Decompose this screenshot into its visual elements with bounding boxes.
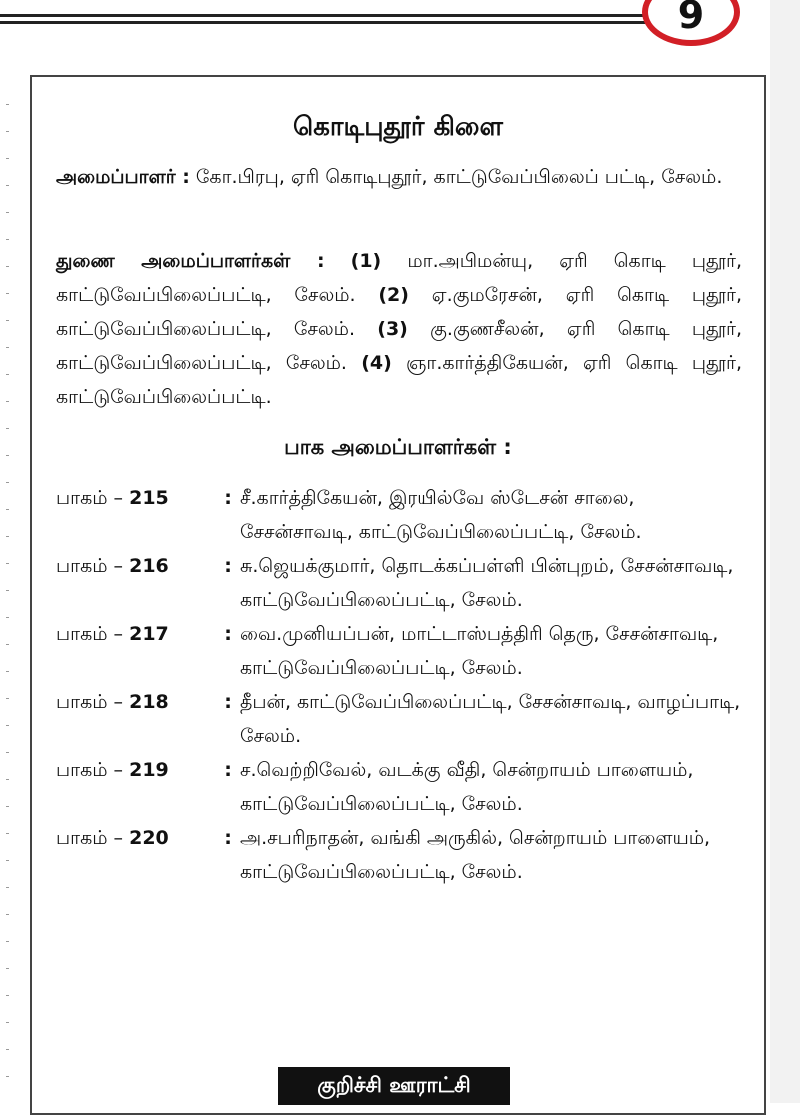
ward-colon: : (224, 555, 232, 577)
organizer-paragraph (56, 160, 742, 194)
ward-number: 216 (129, 555, 169, 577)
ward-label: பாகம் – (56, 623, 130, 645)
ward-colon: : (224, 691, 232, 713)
header-rule-top (0, 14, 648, 17)
organizer-label: அமைப்பாளர் : (56, 166, 190, 188)
ward-organizers-heading: பாக அமைப்பாளர்கள் : (284, 435, 512, 459)
ward-address: அ.சபரிநாதன், வங்கி அருகில், சென்றாயம் பாளையம், காட்டுவேப்பிலைப்பட்டி, சேலம். (240, 827, 711, 883)
ward-entry (56, 821, 746, 889)
ward-colon: : (224, 487, 232, 509)
deputy-number: (2) (378, 284, 409, 306)
ward-address: ச.வெற்றிவேல், வடக்கு வீதி, சென்றாயம் பாளையம், காட்டுவேப்பிலைப்பட்டி, சேலம். (240, 759, 694, 815)
ward-number: 217 (129, 623, 169, 645)
right-margin-strip (770, 0, 800, 1103)
footer-section-banner: குறிச்சி ஊராட்சி (278, 1067, 510, 1105)
ward-entry (56, 753, 746, 821)
deputy-number: (3) (377, 318, 408, 340)
ward-label: பாகம் – (56, 691, 130, 713)
ward-label: பாகம் – (56, 827, 130, 849)
ward-number: 220 (129, 827, 169, 849)
page-number: 9 (677, 0, 705, 37)
ward-entry (56, 685, 746, 753)
section-title: கொடிபுதூர் கிளை (293, 112, 503, 142)
ward-label: பாகம் – (56, 487, 130, 509)
ward-number: 218 (129, 691, 169, 713)
header-rule-bottom (0, 21, 648, 24)
deputy-number: (4) (361, 352, 392, 374)
ward-entry (56, 617, 746, 685)
ward-address: சு.ஜெயக்குமார், தொடக்கப்பள்ளி பின்புறம், சேசன்சாவடி, காட்டுவேப்பிலைப்பட்டி, சேலம். (240, 555, 734, 611)
ward-colon: : (224, 623, 232, 645)
ward-colon: : (224, 759, 232, 781)
deputy-organizers-label: துணை அமைப்பாளர்கள் : (56, 250, 325, 272)
ward-colon: : (224, 827, 232, 849)
ward-address: தீபன், காட்டுவேப்பிலைப்பட்டி, சேசன்சாவடி, வாழப்பாடி, சேலம். (240, 691, 741, 747)
deputy-text: ஞா.கார்த்திகேயன், ஏரி கொடி புதூர், காட்டுவேப்பிலைப்பட்டி. (56, 352, 742, 408)
ward-number: 215 (129, 487, 169, 509)
ward-address: சீ.கார்த்திகேயன், இரயில்வே ஸ்டேசன் சாலை, சேசன்சாவடி, காட்டுவேப்பிலைப்பட்டி, சேலம். (240, 487, 642, 543)
ward-entry (56, 481, 746, 549)
deputy-text: மா.அபிமன்யு, ஏரி கொடி புதூர், காட்டுவேப்பிலைப்பட்டி, சேலம். (56, 250, 742, 306)
ward-label: பாகம் – (56, 759, 130, 781)
ward-address: வை.முனியப்பன், மாட்டாஸ்பத்திரி தெரு, சேசன்சாவடி, காட்டுவேப்பிலைப்பட்டி, சேலம். (240, 623, 719, 679)
ward-list (56, 481, 746, 889)
ward-entry (56, 549, 746, 617)
left-column-edge (0, 78, 30, 1103)
deputy-organizers-paragraph (56, 244, 742, 414)
deputy-text: ஏ.குமரேசன், ஏரி கொடி புதூர், காட்டுவேப்பிலைப்பட்டி, சேலம். (56, 284, 743, 340)
organizer-text: கோ.பிரபு, ஏரி கொடிபுதூர், காட்டுவேப்பிலைப் பட்டி, சேலம். (195, 166, 723, 188)
page-number-badge (642, 0, 740, 46)
ward-number: 219 (129, 759, 169, 781)
ward-label: பாகம் – (56, 555, 130, 577)
deputy-number: (1) (350, 250, 382, 272)
deputy-text: கு.குணசீலன், ஏரி கொடி புதூர், காட்டுவேப்பிலைப்பட்டி, சேலம். (56, 318, 743, 374)
